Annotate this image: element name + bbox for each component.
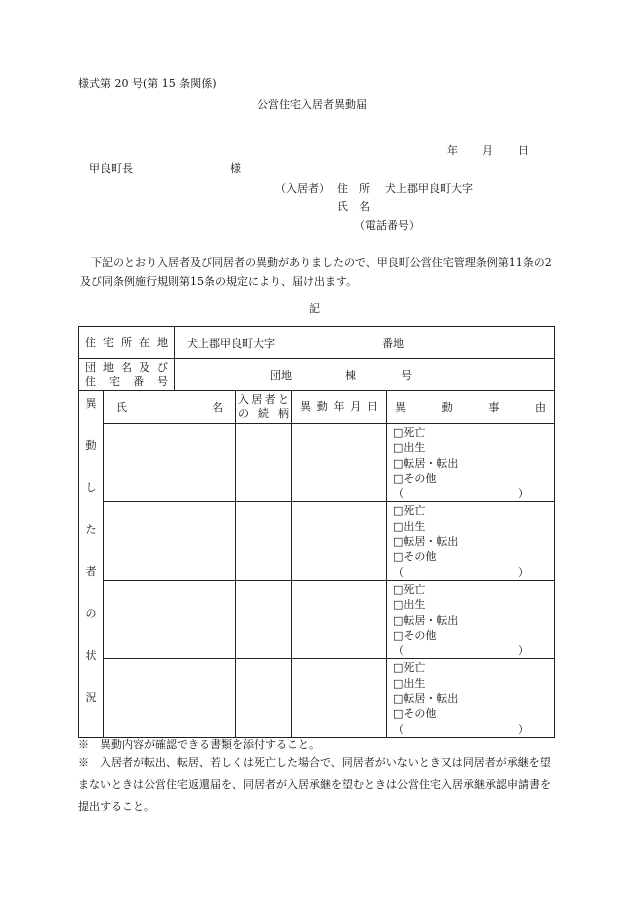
person-relation-cell[interactable]: [236, 502, 292, 580]
address-suffix: 番地: [382, 336, 404, 350]
reason-other-field[interactable]: [393, 486, 529, 501]
side-char: 者: [85, 565, 97, 578]
col-header-relation: [236, 391, 292, 424]
reason-other-checkbox[interactable]: □その他: [393, 471, 437, 485]
side-label: [79, 391, 104, 738]
reason-birth-checkbox[interactable]: □出生: [393, 598, 426, 612]
danchi-value-cell[interactable]: [175, 359, 555, 391]
reason-death-checkbox[interactable]: □死亡: [393, 426, 426, 439]
date-month-label: 月: [482, 144, 493, 157]
reason-other-field[interactable]: [393, 565, 529, 580]
address-row: [79, 327, 555, 359]
side-char: 況: [85, 691, 97, 704]
side-char: 動: [85, 439, 97, 452]
building-label: 棟: [345, 368, 356, 382]
person-name-cell[interactable]: [104, 502, 236, 580]
note-attach-documents: ※ 異動内容が確認できる書類を添付すること。: [78, 738, 320, 751]
side-char: 異: [85, 397, 97, 410]
paren-open: （: [393, 565, 404, 579]
person-row: [79, 659, 555, 737]
paren-close: ）: [518, 722, 529, 736]
person-date-cell[interactable]: [292, 502, 387, 580]
paren-close: ）: [518, 565, 529, 579]
reason-death-checkbox[interactable]: □死亡: [393, 504, 426, 518]
paren-open: （: [393, 487, 404, 501]
document-title: 公営住宅入居者異動届: [257, 98, 367, 111]
paren-close: ）: [518, 644, 529, 658]
danchi-label-line2: 住宅番号: [85, 374, 168, 388]
date-day-label: 日: [518, 144, 529, 157]
applicant-name-label: 氏 名: [337, 200, 370, 213]
addressee-honorific: 様: [230, 162, 241, 175]
person-name-cell[interactable]: [104, 580, 236, 658]
side-char: し: [85, 481, 97, 494]
person-date-cell[interactable]: [292, 580, 387, 658]
form-number: 様式第 20 号(第 15 条関係): [78, 77, 217, 90]
person-name-cell[interactable]: [104, 659, 236, 737]
reason-cell: [387, 502, 555, 580]
paren-open: （: [393, 644, 404, 658]
side-char: 状: [85, 649, 97, 662]
reason-birth-checkbox[interactable]: □出生: [393, 441, 426, 455]
col-relation-line2: の続柄: [238, 407, 289, 420]
applicant-phone-label: （電話番号）: [354, 219, 420, 232]
resident-role-label: （入居者）: [275, 182, 330, 195]
danchi-row: [79, 359, 555, 391]
applicant-address-value: 犬上郡甲良町大字: [385, 182, 473, 195]
reason-other-checkbox[interactable]: □その他: [393, 628, 437, 642]
address-value: 犬上郡甲良町大字: [187, 336, 275, 350]
reason-cell: [387, 424, 555, 502]
reason-other-field[interactable]: [393, 643, 529, 658]
col-reason-char: 由: [534, 401, 546, 414]
col-header-reason: [387, 391, 555, 424]
person-relation-cell[interactable]: [236, 659, 292, 737]
ki-heading: 記: [309, 302, 320, 315]
danchi-label: [79, 359, 175, 391]
reason-moveout-checkbox[interactable]: □転居・転出: [393, 613, 459, 627]
reason-other-checkbox[interactable]: □その他: [393, 550, 437, 564]
applicant-address-label: 住 所: [337, 182, 370, 195]
col-reason-char: 動: [441, 401, 453, 414]
reason-moveout-checkbox[interactable]: □転居・転出: [393, 535, 459, 549]
reason-birth-checkbox[interactable]: □出生: [393, 676, 426, 690]
reason-cell: [387, 580, 555, 658]
col-header-date: 異動年月日: [292, 391, 387, 424]
room-label: 号: [401, 368, 412, 382]
addressee-name: 甲良町長: [89, 162, 133, 175]
person-name-cell[interactable]: [104, 424, 236, 502]
reason-moveout-checkbox[interactable]: □転居・転出: [393, 692, 459, 706]
side-char: の: [85, 607, 97, 620]
col-name-char1: 氏: [116, 401, 127, 414]
paren-close: ）: [518, 487, 529, 501]
person-date-cell[interactable]: [292, 424, 387, 502]
reason-moveout-checkbox[interactable]: □転居・転出: [393, 456, 459, 470]
person-date-cell[interactable]: [292, 659, 387, 737]
col-name-char2: 名: [212, 401, 223, 414]
reason-birth-checkbox[interactable]: □出生: [393, 519, 426, 533]
date-year-label: 年: [447, 144, 458, 157]
body-text: 下記のとおり入居者及び同居者の異動がありましたので、甲良町公営住宅管理条例第11条の2及び同条例施行規則第15条の規定により、届け出ます。: [80, 256, 552, 288]
reason-other-checkbox[interactable]: □その他: [393, 707, 437, 721]
person-row: [79, 580, 555, 658]
reason-cell: [387, 659, 555, 737]
address-value-cell[interactable]: [175, 327, 555, 359]
person-row: [79, 502, 555, 580]
note-return-or-succession: ※ 入居者が転出、転居、若しくは死亡した場合で、同居者がいないとき又は同居者が承継を望まないときは公営住宅返還届を、同居者が入居承継を望むときは公営住宅入居承継承認申請書を提出すること。: [78, 756, 551, 813]
danchi-label-line1: 団地名及び: [85, 360, 168, 374]
person-relation-cell[interactable]: [236, 424, 292, 502]
reason-death-checkbox[interactable]: □死亡: [393, 582, 426, 596]
danchi-value: 団地: [270, 368, 292, 382]
col-header-name: [104, 391, 236, 424]
person-relation-cell[interactable]: [236, 580, 292, 658]
change-form-table: [78, 326, 555, 738]
col-relation-line1: 入居者と: [238, 393, 289, 406]
col-reason-char: 事: [488, 401, 500, 414]
side-char: た: [85, 523, 97, 536]
col-reason-char: 異: [395, 401, 406, 414]
person-row: [79, 424, 555, 502]
address-label: 住宅所在地: [79, 327, 175, 359]
paren-open: （: [393, 722, 404, 736]
reason-death-checkbox[interactable]: □死亡: [393, 661, 426, 675]
header-row: [79, 391, 555, 424]
